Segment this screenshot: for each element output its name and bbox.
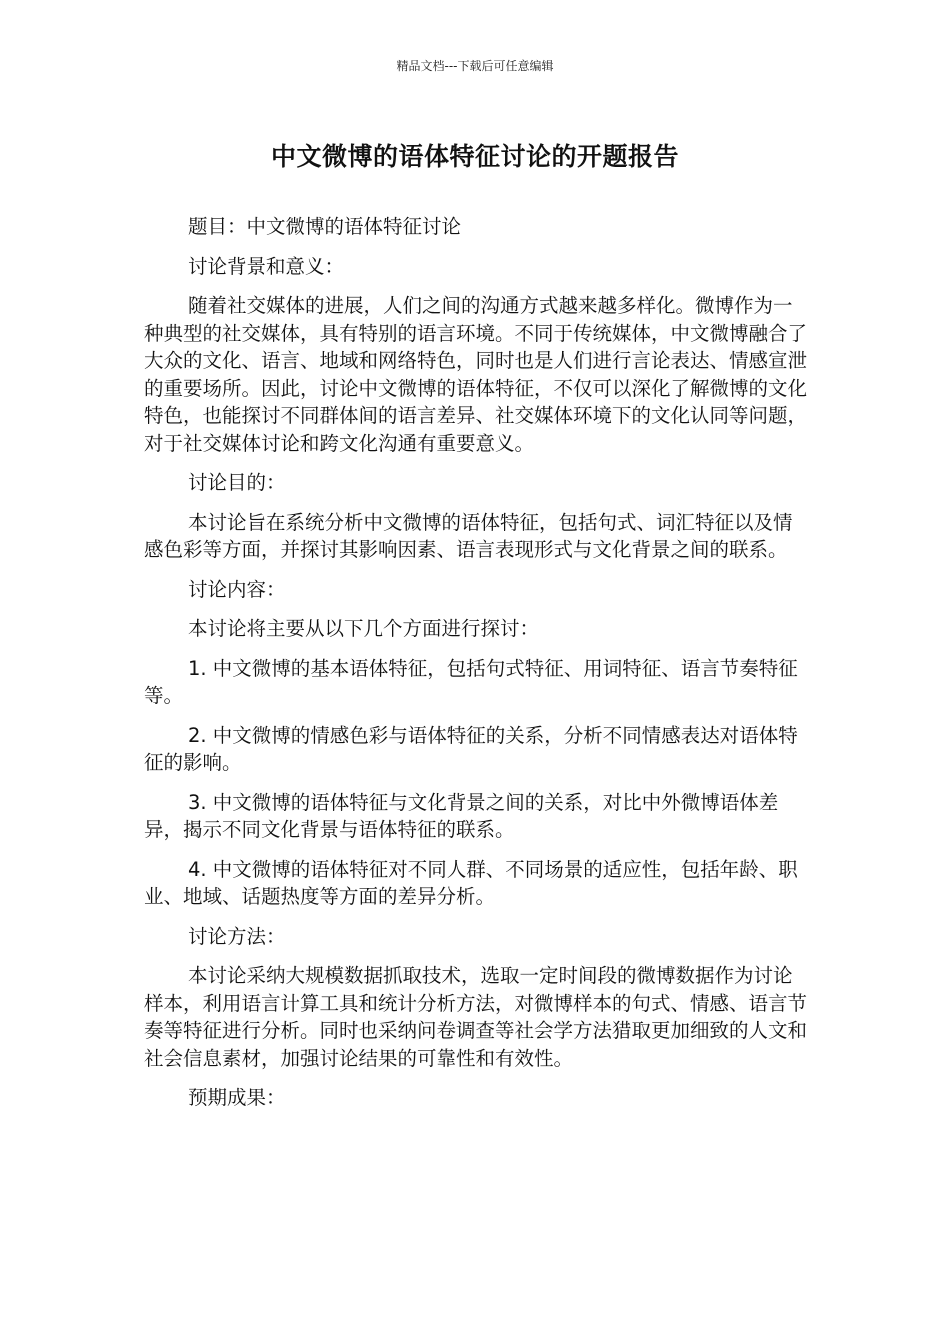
paragraph-background: 随着社交媒体的进展，人们之间的沟通方式越来越多样化。微博作为一种典型的社交媒体，具有特别的语言环境。不同于传统媒体，中文微博融合了大众的文化、语言、地域和网络特色，同时也是人们进行言论表达、情感宣泄的重要场所。因此，讨论中文微博的语体特征，不仅可以深化了解微博的文化特色，也能探讨不同群体间的语言差异、社交媒体环境下的文化认同等问题，对于社交媒体讨论和跨文化沟通有重要意义。	[144, 294, 808, 455]
page-header-note: 精品文档---下载后可任意编辑	[396, 59, 554, 73]
list-item-1: 1. 中文微博的基本语体特征，包括句式特征、用词特征、语言节奏特征等。	[144, 656, 798, 707]
list-item-3: 3. 中文微博的语体特征与文化背景之间的关系，对比中外微博语体差异，揭示不同文化背景与语体特征的联系。	[144, 790, 779, 841]
paragraph-purpose: 本讨论旨在系统分析中文微博的语体特征，包括句式、词汇特征以及情感色彩等方面，并探讨其影响因素、语言表现形式与文化背景之间的联系。	[144, 510, 793, 561]
paragraph-topic: 题目：中文微博的语体特征讨论	[188, 215, 462, 238]
list-item-2: 2. 中文微博的情感色彩与语体特征的关系，分析不同情感表达对语体特征的影响。	[144, 723, 798, 774]
paragraph-content-intro: 本讨论将主要从以下几个方面进行探讨：	[188, 617, 540, 640]
document-title: 中文微博的语体特征讨论的开题报告	[270, 142, 679, 171]
heading-purpose: 讨论目的：	[188, 471, 286, 494]
heading-method: 讨论方法：	[188, 924, 286, 948]
heading-content: 讨论内容：	[188, 577, 286, 601]
heading-expected-results: 预期成果：	[188, 1086, 286, 1109]
heading-background: 讨论背景和意义：	[188, 254, 345, 278]
list-item-4: 4. 中文微博的语体特征对不同人群、不同场景的适应性，包括年龄、职业、地域、话题热度等方面的差异分析。	[144, 857, 798, 908]
document-body	[144, 213, 809, 1124]
paragraph-method: 本讨论采纳大规模数据抓取技术，选取一定时间段的微博数据作为讨论样本，利用语言计算工具和统计分析方法，对微博样本的句式、情感、语言节奏等特征进行分析。同时也采纳问卷调查等社会学方法猎取更加细致的人文和社会信息素材，加强讨论结果的可靠性和有效性。	[144, 964, 808, 1070]
